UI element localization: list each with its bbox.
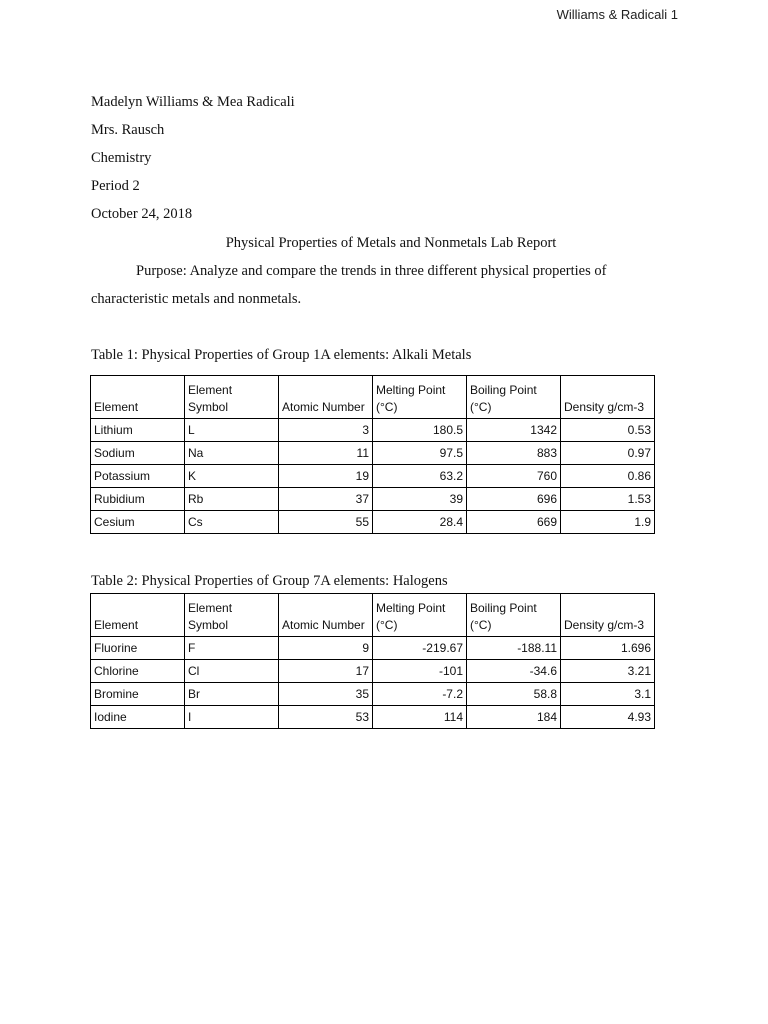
cell-density: 3.1 xyxy=(561,683,655,706)
cell-element: Rubidium xyxy=(91,488,185,511)
cell-boiling-point: 58.8 xyxy=(467,683,561,706)
cell-element: Bromine xyxy=(91,683,185,706)
table-row xyxy=(91,488,655,511)
cell-melting-point: 97.5 xyxy=(373,442,467,465)
header-density: Density g/cm-3 xyxy=(561,594,655,637)
cell-element: Sodium xyxy=(91,442,185,465)
header-boiling-point: Boiling Point (°C) xyxy=(467,376,561,419)
cell-symbol: Na xyxy=(185,442,279,465)
cell-element: Potassium xyxy=(91,465,185,488)
header-symbol: Element Symbol xyxy=(185,376,279,419)
table-header-row xyxy=(91,376,655,419)
cell-boiling-point: 184 xyxy=(467,706,561,729)
cell-symbol: F xyxy=(185,637,279,660)
period-line: Period 2 xyxy=(91,178,140,194)
cell-atomic-number: 55 xyxy=(279,511,373,534)
cell-melting-point: 180.5 xyxy=(373,419,467,442)
cell-melting-point: 114 xyxy=(373,706,467,729)
cell-boiling-point: -34.6 xyxy=(467,660,561,683)
cell-atomic-number: 53 xyxy=(279,706,373,729)
cell-boiling-point: -188.11 xyxy=(467,637,561,660)
cell-boiling-point: 883 xyxy=(467,442,561,465)
cell-symbol: K xyxy=(185,465,279,488)
cell-melting-point: 63.2 xyxy=(373,465,467,488)
cell-element: Fluorine xyxy=(91,637,185,660)
table-alkali-metals xyxy=(90,375,655,534)
cell-density: 1.696 xyxy=(561,637,655,660)
table-row xyxy=(91,706,655,729)
table-row xyxy=(91,637,655,660)
header-density: Density g/cm-3 xyxy=(561,376,655,419)
cell-density: 0.86 xyxy=(561,465,655,488)
header-element: Element xyxy=(91,594,185,637)
table1-caption: Table 1: Physical Properties of Group 1A elements: Alkali Metals xyxy=(91,347,472,363)
cell-density: 1.53 xyxy=(561,488,655,511)
cell-atomic-number: 17 xyxy=(279,660,373,683)
cell-atomic-number: 11 xyxy=(279,442,373,465)
cell-density: 3.21 xyxy=(561,660,655,683)
cell-atomic-number: 19 xyxy=(279,465,373,488)
table-row xyxy=(91,683,655,706)
cell-element: Iodine xyxy=(91,706,185,729)
cell-element: Chlorine xyxy=(91,660,185,683)
header-boiling-point: Boiling Point (°C) xyxy=(467,594,561,637)
table2-caption: Table 2: Physical Properties of Group 7A elements: Halogens xyxy=(91,573,448,589)
cell-boiling-point: 669 xyxy=(467,511,561,534)
cell-boiling-point: 760 xyxy=(467,465,561,488)
cell-density: 0.53 xyxy=(561,419,655,442)
teacher-line: Mrs. Rausch xyxy=(91,122,165,138)
cell-melting-point: 28.4 xyxy=(373,511,467,534)
header-melting-point: Melting Point (°C) xyxy=(373,376,467,419)
cell-atomic-number: 35 xyxy=(279,683,373,706)
date-line: October 24, 2018 xyxy=(91,206,193,222)
header-atomic-number: Atomic Number xyxy=(279,594,373,637)
table-row xyxy=(91,465,655,488)
table-row xyxy=(91,511,655,534)
cell-element: Lithium xyxy=(91,419,185,442)
table-row xyxy=(91,660,655,683)
cell-melting-point: -101 xyxy=(373,660,467,683)
cell-melting-point: 39 xyxy=(373,488,467,511)
purpose-line-2: characteristic metals and nonmetals. xyxy=(91,291,302,307)
cell-boiling-point: 1342 xyxy=(467,419,561,442)
cell-density: 0.97 xyxy=(561,442,655,465)
table-row xyxy=(91,419,655,442)
header-melting-point: Melting Point (°C) xyxy=(373,594,467,637)
cell-symbol: L xyxy=(185,419,279,442)
cell-atomic-number: 9 xyxy=(279,637,373,660)
subject-line: Chemistry xyxy=(91,150,152,166)
cell-density: 1.9 xyxy=(561,511,655,534)
cell-density: 4.93 xyxy=(561,706,655,729)
header-symbol: Element Symbol xyxy=(185,594,279,637)
cell-symbol: Cs xyxy=(185,511,279,534)
cell-boiling-point: 696 xyxy=(467,488,561,511)
cell-element: Cesium xyxy=(91,511,185,534)
cell-symbol: Br xyxy=(185,683,279,706)
cell-symbol: Rb xyxy=(185,488,279,511)
purpose-line-1: Purpose: Analyze and compare the trends in three different physical properties of xyxy=(136,263,607,279)
cell-melting-point: -219.67 xyxy=(373,637,467,660)
authors-line: Madelyn Williams & Mea Radicali xyxy=(91,94,295,110)
cell-symbol: Cl xyxy=(185,660,279,683)
cell-melting-point: -7.2 xyxy=(373,683,467,706)
table-halogens xyxy=(90,593,655,729)
report-title: Physical Properties of Metals and Nonmetals Lab Report xyxy=(225,235,557,251)
cell-atomic-number: 37 xyxy=(279,488,373,511)
table-row xyxy=(91,442,655,465)
running-head: Williams & Radicali 1 xyxy=(556,7,678,22)
table-header-row xyxy=(91,594,655,637)
cell-atomic-number: 3 xyxy=(279,419,373,442)
header-element: Element xyxy=(91,376,185,419)
header-atomic-number: Atomic Number xyxy=(279,376,373,419)
cell-symbol: I xyxy=(185,706,279,729)
